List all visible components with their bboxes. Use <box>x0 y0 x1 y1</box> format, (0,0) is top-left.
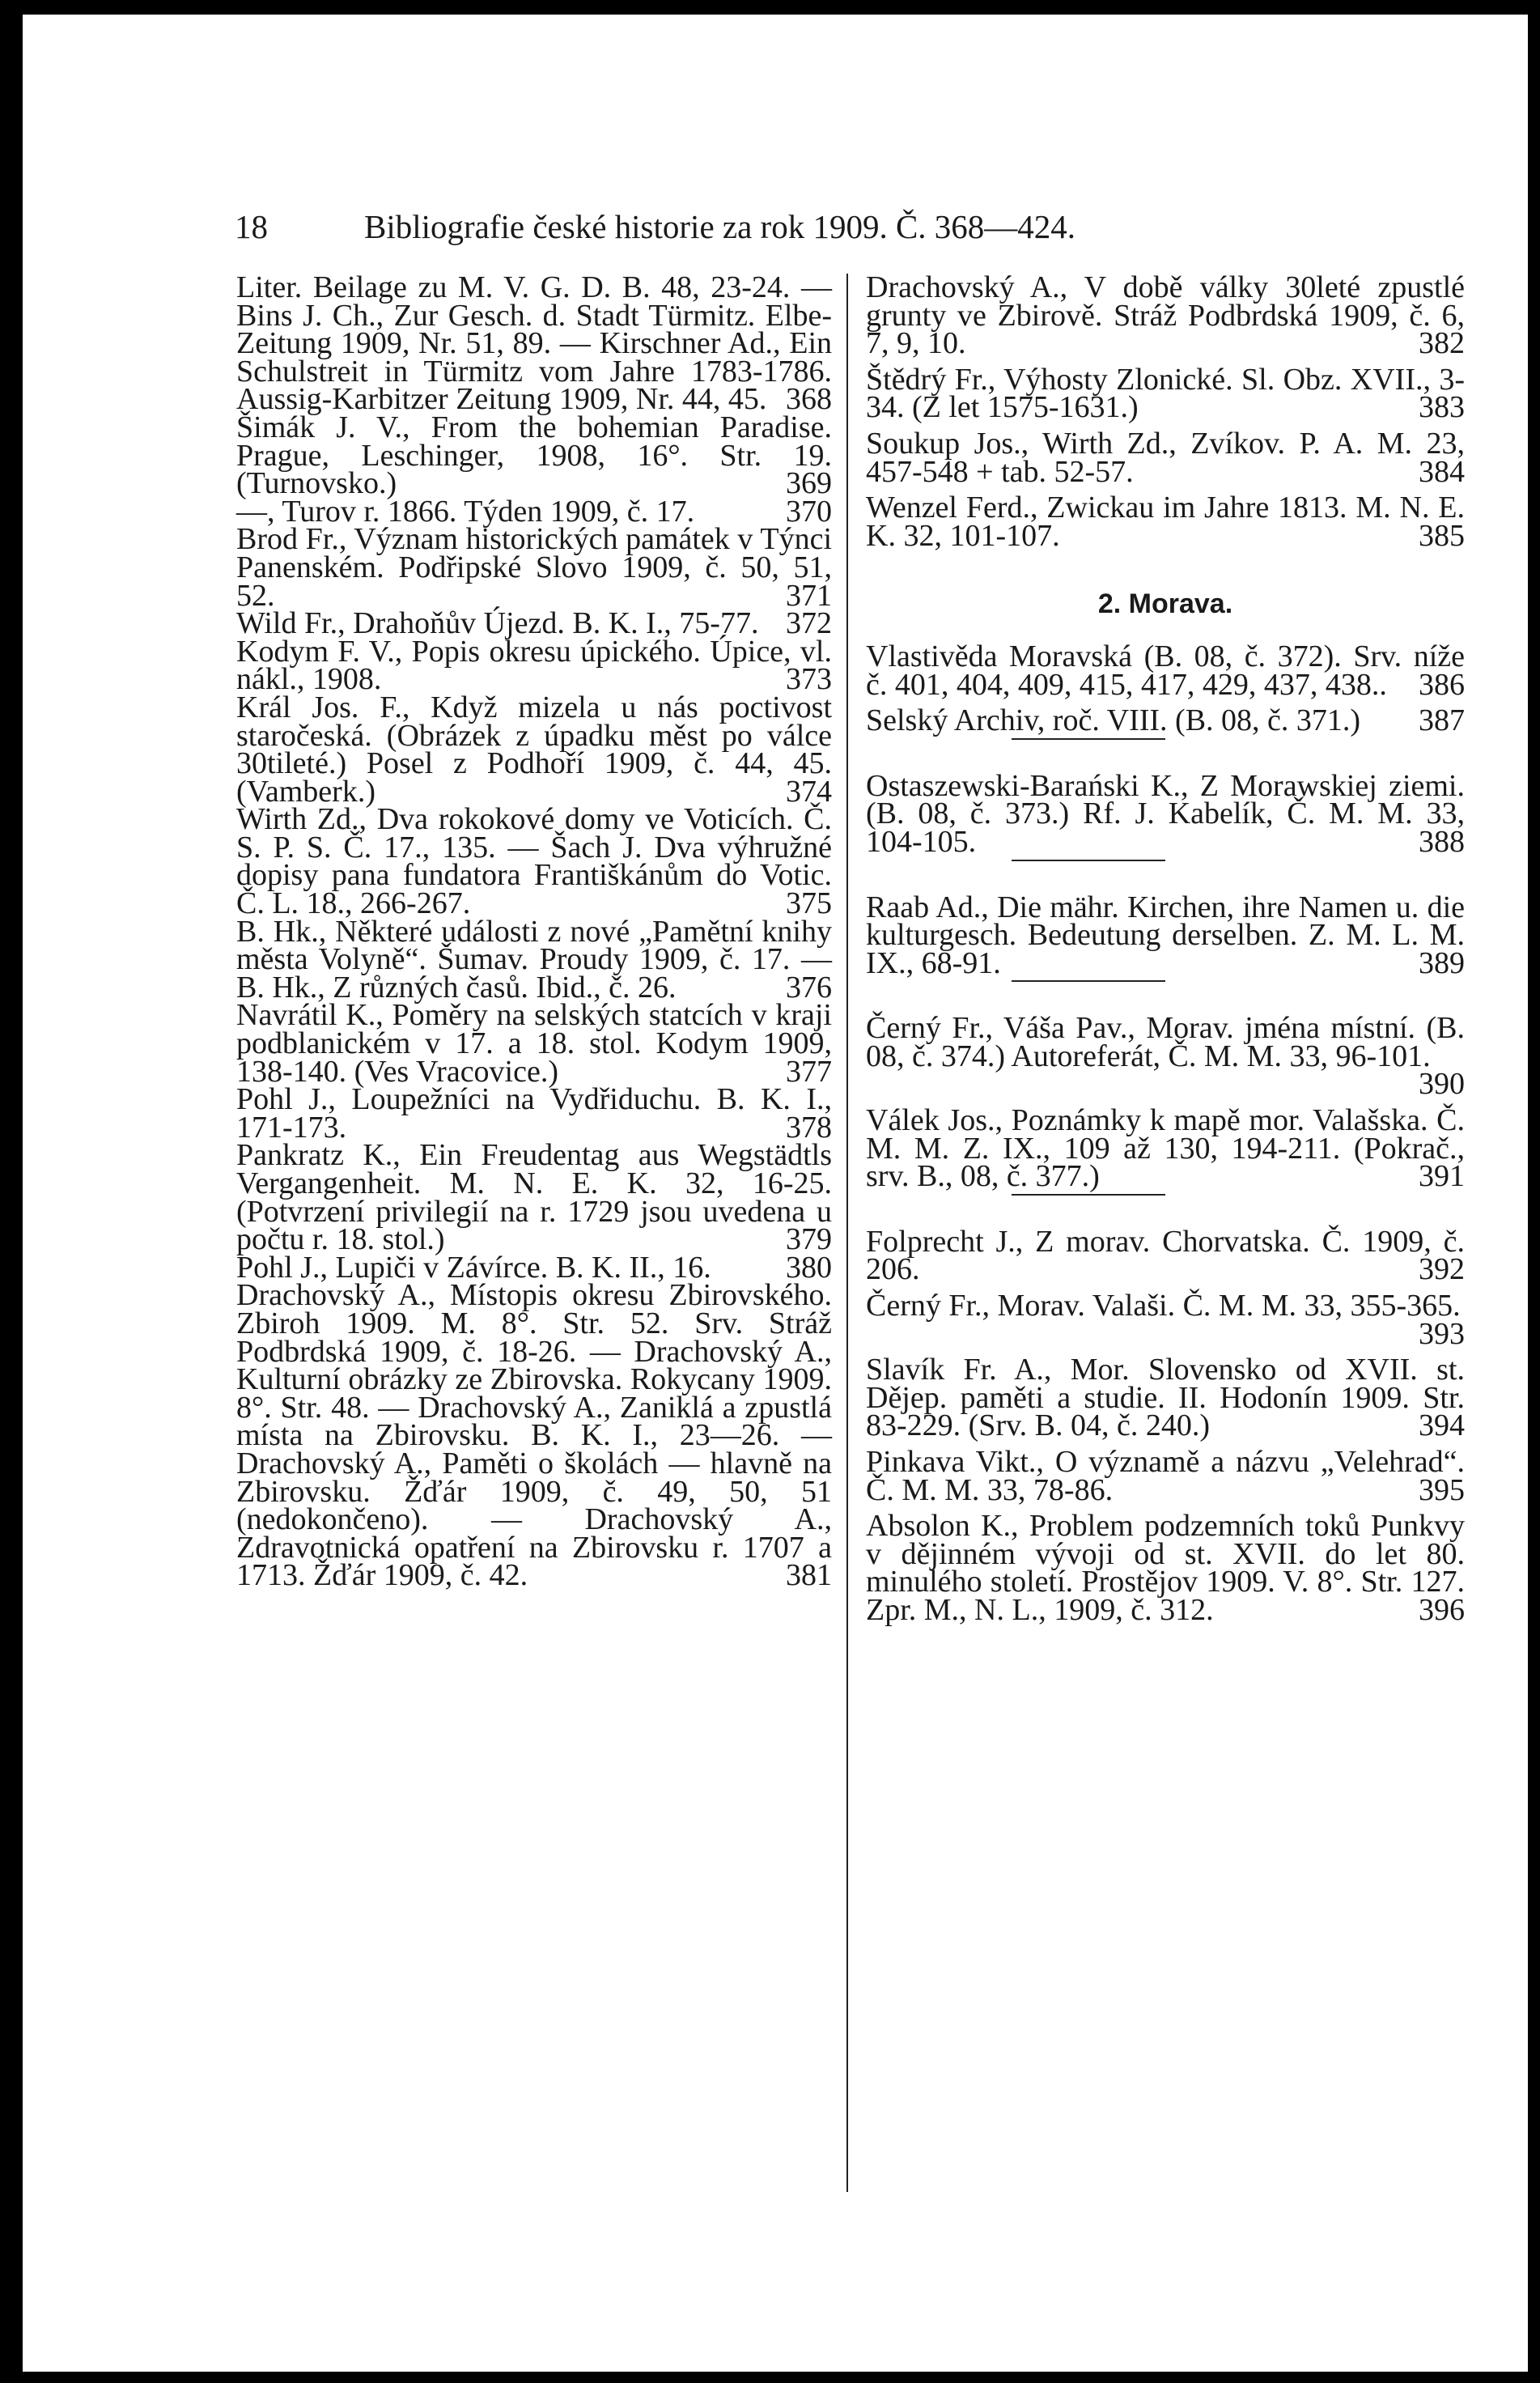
separator-rule <box>1012 738 1165 740</box>
entry-text: Navrátil K., Poměry na selských statcích v kraji podblanickém v 17. a 18. stol. Kodym 1909, 138-140. (Ves Vracovice.) <box>236 998 832 1089</box>
entry-number: 368 <box>786 382 832 417</box>
bibliography-entry <box>236 634 832 697</box>
entry-number: 387 <box>1419 703 1465 738</box>
bibliography-entry <box>866 1011 1465 1102</box>
bibliography-entry <box>236 270 832 417</box>
running-header <box>235 207 1368 246</box>
running-title: Bibliografie české historie za rok 1909. Č. 368—424. <box>364 208 1076 245</box>
entry-text: Wirth Zd., Dva rokokové domy ve Voticích. Č. S. P. S. Č. 17., 135. — Šach J. Dva výhružné dopisy pana fundatora Františkánům do Votic. Č. L. 18., 266-267. <box>236 802 832 921</box>
bibliography-entry <box>236 522 832 613</box>
entry-text: Wild Fr., Drahoňův Újezd. B. K. I., 75-77. <box>236 606 759 641</box>
entry-number: 390 <box>1419 1067 1465 1102</box>
entry-text: Selský Archiv, roč. VIII. (B. 08, č. 371.) <box>866 703 1361 738</box>
separator-rule <box>1012 860 1165 861</box>
bibliography-entry <box>236 1278 832 1593</box>
right-column <box>866 270 1465 1633</box>
entry-text: Folprecht J., Z morav. Chorvatska. Č. 1909, č. 206. <box>866 1224 1465 1287</box>
bibliography-entry <box>236 914 832 1005</box>
entry-text: Ostaszewski-Barański K., Z Morawskiej ziemi. (B. 08, č. 373.) Rf. J. Kabelík, Č. M. M. 33, 104-105. <box>866 768 1465 859</box>
entry-text: Kodym F. V., Popis okresu úpického. Úpice, vl. nákl., 1908. <box>236 634 832 697</box>
entry-text: —, Turov r. 1866. Týden 1909, č. 17. <box>236 494 695 529</box>
entry-number: 381 <box>786 1558 832 1593</box>
entry-number: 389 <box>1419 945 1465 980</box>
entry-number: 371 <box>786 578 832 613</box>
entry-text: B. Hk., Některé události z nové „Pamětní knihy města Volyně“. Šumav. Proudy 1909, č. 17. — B. Hk., Z různých časů. Ibid., č. 26. <box>236 914 832 1005</box>
entry-text: Černý Fr., Morav. Valaši. Č. M. M. 33, 355-365. <box>866 1289 1461 1323</box>
entry-text: Pohl J., Lupiči v Závírce. B. K. II., 16. <box>236 1250 711 1285</box>
separator-rule <box>1012 980 1165 982</box>
bibliography-entry <box>866 1224 1465 1287</box>
bibliography-entry <box>236 494 832 529</box>
bibliography-entry <box>866 491 1465 553</box>
bibliography-entry <box>866 1353 1465 1443</box>
entry-text: Brod Fr., Význam historických památek v Týnci Panenském. Podřipské Slovo 1909, č. 50, 51, 52. <box>236 522 832 613</box>
bibliography-entry <box>866 270 1465 361</box>
bibliography-entry <box>236 690 832 809</box>
entry-text: Šimák J. V., From the bohemian Paradise. Prague, Leschinger, 1908, 16°. Str. 19. (Turnovsko.) <box>236 410 832 501</box>
entry-number: 393 <box>1419 1316 1465 1351</box>
bibliography-entry <box>236 802 832 921</box>
bibliography-entry <box>236 998 832 1089</box>
entry-text: Liter. Beilage zu M. V. G. D. B. 48, 23-24. — Bins J. Ch., Zur Gesch. d. Stadt Türmitz. Elbe-Zeitung 1909, Nr. 51, 89. — Kirschner Ad., Ein Schulstreit in Türmitz vom Jahre 1783-1786. Aussig-Karbitzer Zeitung 1909, Nr. 44, 45. <box>236 270 832 417</box>
entry-number: 395 <box>1419 1472 1465 1507</box>
bibliography-entry <box>866 1445 1465 1507</box>
entry-text: Král Jos. F., Když mizela u nás poctivost staročeská. (Obrázek z úpadku měst po válce 30tileté.) Posel z Podhoří 1909, č. 44, 45. (Vamberk.) <box>236 690 832 809</box>
left-column <box>236 270 832 1593</box>
entry-text: Válek Jos., Poznámky k mapě mor. Valašska. Č. M. M. Z. IX., 109 až 130, 194-211. (Pokrač., srv. B., 08, č. 377.) <box>866 1103 1465 1194</box>
entry-text: Soukup Jos., Wirth Zd., Zvíkov. P. A. M. 23, 457-548 + tab. 52-57. <box>866 426 1465 489</box>
entry-text: Raab Ad., Die mähr. Kirchen, ihre Namen u. die kulturgesch. Bedeutung derselben. Z. M. L. M. IX., 68-91. <box>866 890 1465 980</box>
bibliography-entry <box>866 1103 1465 1194</box>
entry-number: 378 <box>786 1110 832 1145</box>
entry-number: 384 <box>1419 454 1465 489</box>
entry-number: 396 <box>1419 1592 1465 1627</box>
entry-text: Slavík Fr. A., Mor. Slovensko od XVII. st. Dějep. paměti a studie. II. Hodonín 1909. Str. 83-229. (Srv. B. 04, č. 240.) <box>866 1353 1465 1443</box>
entry-number: 391 <box>1419 1159 1465 1194</box>
bibliography-entry <box>236 1138 832 1257</box>
entry-number: 374 <box>786 774 832 809</box>
bibliography-entry <box>866 703 1465 738</box>
entry-number: 385 <box>1419 518 1465 553</box>
entry-number: 386 <box>1419 667 1465 702</box>
bibliography-entry <box>866 890 1465 980</box>
bibliography-entry <box>866 1509 1465 1627</box>
separator-rule <box>1012 1194 1165 1196</box>
entry-text: Černý Fr., Váša Pav., Morav. jména místní. (B. 08, č. 374.) Autoreferát, Č. M. M. 33, 96-101. <box>866 1011 1465 1073</box>
entry-number: 382 <box>1419 326 1465 361</box>
bibliography-entry <box>866 362 1465 425</box>
entry-text: Drachovský A., Místopis okresu Zbirovského. Zbiroh 1909. M. 8°. Str. 52. Srv. Stráž Podbrdská 1909, č. 18-26. — Drachovský A., Kulturní obrázky ze Zbirovska. Rokycany 1909. 8°. Str. 48. — Drachovský A., Zaniklá a zpustlá místa na Zbirovsku. B. K. I., 23—26. — Drachovský A., Paměti o školách — hlavně na Zbirovsku. Žďár 1909, č. 49, 50, 51 (nedokončeno). — Drachovský A., Zdravotnická opatření na Zbirovsku r. 1707 a 1713. Žďár 1909, č. 42. <box>236 1278 832 1593</box>
bibliography-entry <box>866 639 1465 702</box>
bibliography-entry <box>236 1250 832 1285</box>
bibliography-entry <box>866 1289 1465 1351</box>
entry-number: 376 <box>786 970 832 1005</box>
entry-number: 370 <box>786 494 832 529</box>
entry-number: 369 <box>786 466 832 501</box>
entry-number: 372 <box>786 606 832 641</box>
entry-text: Štědrý Fr., Výhosty Zlonické. Sl. Obz. XVII., 3-34. (Z let 1575-1631.) <box>866 362 1465 425</box>
bibliography-entry <box>236 410 832 501</box>
page-number: 18 <box>235 208 268 245</box>
entry-text: Absolon K., Problem podzemních toků Punkvy v dějinném vývoji od st. XVII. do let 80. minulého století. Prostějov 1909. V. 8°. Str. 127. Zpr. M., N. L., 1909, č. 312. <box>866 1509 1465 1627</box>
entry-number: 373 <box>786 662 832 697</box>
column-divider <box>846 274 848 2192</box>
entry-text: Drachovský A., V době války 30leté zpustlé grunty ve Zbirově. Stráž Podbrdská 1909, č. 6, 7, 9, 10. <box>866 270 1465 361</box>
bibliography-entry <box>866 768 1465 859</box>
bibliography-entry <box>236 1082 832 1145</box>
entry-text: Pinkava Vikt., O významě a názvu „Velehrad“. Č. M. M. 33, 78-86. <box>866 1445 1465 1507</box>
bibliography-entry <box>866 426 1465 489</box>
entry-number: 380 <box>786 1250 832 1285</box>
entry-text: Pankratz K., Ein Freudentag aus Wegstädtls Vergangenheit. M. N. E. K. 32, 16-25. (Potvrzení privilegií na r. 1729 jsou uvedena u počtu r. 18. stol.) <box>236 1138 832 1257</box>
entry-number: 377 <box>786 1054 832 1089</box>
entry-text: Vlastivěda Moravská (B. 08, č. 372). Srv. níže č. 401, 404, 409, 415, 417, 429, 437, 438.. <box>866 639 1465 702</box>
entry-text: Wenzel Ferd., Zwickau im Jahre 1813. M. N. E. K. 32, 101-107. <box>866 491 1465 553</box>
entry-number: 379 <box>786 1222 832 1257</box>
bibliography-entry <box>236 606 832 641</box>
entry-number: 392 <box>1419 1252 1465 1287</box>
entry-number: 394 <box>1419 1408 1465 1443</box>
entry-number: 383 <box>1419 390 1465 425</box>
entry-number: 388 <box>1419 824 1465 859</box>
entry-number: 375 <box>786 886 832 921</box>
section-title: 2. Morava. <box>1097 588 1233 620</box>
entry-text: Pohl J., Loupežníci na Vydřiduchu. B. K. I., 171-173. <box>236 1082 832 1145</box>
